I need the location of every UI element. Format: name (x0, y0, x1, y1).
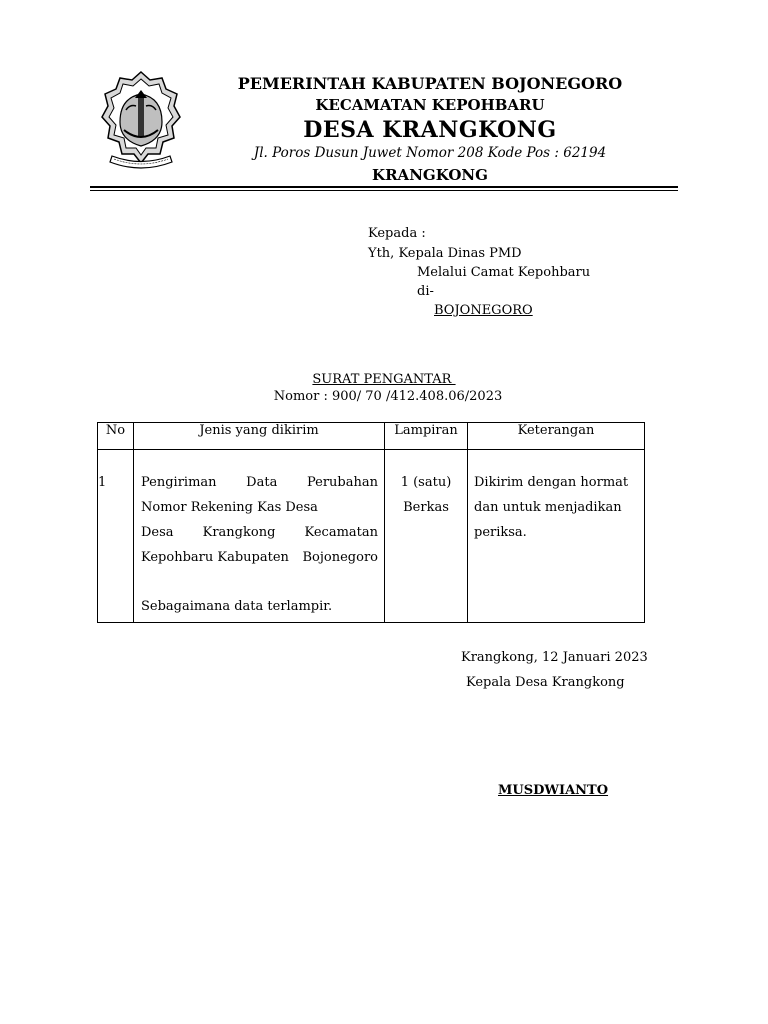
signature-place-date: Krangkong, 12 Januari 2023 (461, 650, 648, 665)
table-header-row (98, 423, 645, 450)
letterhead-rule-thin (90, 190, 678, 191)
jenis-word: Kecamatan (304, 525, 378, 540)
letterhead-government: PEMERINTAH KABUPATEN BOJONEGORO (237, 74, 623, 93)
regency-emblem (100, 70, 182, 176)
letterhead-rule-thick (90, 186, 678, 188)
recipient-melalui: Melalui Camat Kepohbaru (417, 265, 591, 280)
jenis-word: Data (246, 475, 278, 490)
header-lampiran: Lampiran (385, 423, 468, 450)
table-row (98, 450, 645, 623)
recipient-di: di- (417, 284, 434, 299)
letter-number: Nomor : 900/ 70 /412.408.06/2023 (273, 389, 503, 404)
items-table (97, 422, 645, 623)
letterhead-city: KRANGKONG (372, 166, 488, 184)
jenis-word: Pengiriman (141, 475, 217, 490)
header-no: No (98, 423, 134, 450)
header-keterangan: Keterangan (468, 423, 645, 450)
keterangan-line-3: periksa. (474, 525, 527, 540)
row-lampiran (385, 450, 468, 623)
row-no-value: 1 (98, 475, 107, 490)
jenis-line-2: Nomor Rekening Kas Desa (141, 500, 318, 515)
jenis-word: Perubahan (306, 475, 378, 490)
recipient-yth: Yth, Kepala Dinas PMD (368, 246, 522, 261)
jenis-word: Bojonegoro (302, 550, 378, 565)
letterhead-address: Jl. Poros Dusun Juwet Nomor 208 Kode Pos : 62194 (253, 145, 607, 161)
jenis-note: Sebagaimana data terlampir. (141, 599, 333, 614)
header-jenis: Jenis yang dikirim (134, 423, 385, 450)
keterangan-line-1: Dikirim dengan hormat (474, 475, 629, 490)
jenis-line-3 (134, 520, 384, 545)
lampiran-line-1: 1 (satu) (400, 475, 452, 490)
jenis-word: Krangkong (202, 525, 276, 540)
signature-name: MUSDWIANTO (498, 783, 609, 798)
letter-title: SURAT PENGANTAR (312, 372, 456, 387)
row-jenis (134, 450, 385, 623)
row-keterangan (468, 450, 645, 623)
letterhead-village: DESA KRANGKONG (303, 117, 557, 143)
lampiran-line-2: Berkas (403, 500, 449, 515)
recipient-kepada: Kepada : (368, 226, 426, 241)
keterangan-line-2: dan untuk menjadikan (474, 500, 622, 515)
recipient-place: BOJONEGORO (434, 303, 533, 318)
jenis-word: Kepohbaru Kabupaten (141, 550, 289, 565)
jenis-line-1 (134, 470, 384, 495)
jenis-word: Desa (141, 525, 174, 540)
signature-position: Kepala Desa Krangkong (466, 675, 625, 690)
jenis-line-4 (134, 545, 384, 570)
row-no (98, 450, 134, 623)
letterhead-district: KECAMATAN KEPOHBARU (315, 96, 545, 114)
